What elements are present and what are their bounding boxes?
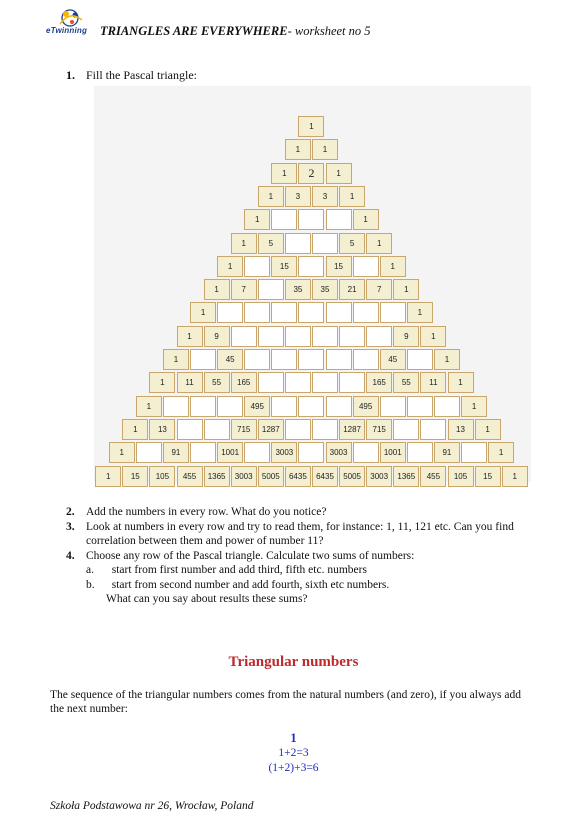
pascal-cell: 6435	[312, 466, 338, 487]
pascal-empty-cell[interactable]	[407, 442, 433, 463]
sequence-line: 1+2=3	[278, 747, 309, 759]
pascal-cell: 1001	[217, 442, 243, 463]
pascal-cell: 91	[434, 442, 460, 463]
pascal-empty-cell[interactable]	[312, 419, 338, 440]
question-4b: b. start from second number and add fourth, sixth etc numbers.	[86, 578, 390, 591]
pascal-empty-cell[interactable]	[190, 396, 216, 417]
pascal-cell: 3003	[366, 466, 392, 487]
question-1: 1. Fill the Pascal triangle:	[66, 68, 197, 82]
pascal-cell: 1	[217, 256, 243, 277]
pascal-empty-cell[interactable]	[285, 233, 311, 254]
pascal-empty-cell[interactable]	[298, 209, 324, 230]
pascal-empty-cell[interactable]	[312, 233, 338, 254]
pascal-empty-cell[interactable]	[258, 326, 284, 347]
logo-text: eTwinning	[46, 26, 88, 35]
pascal-cell: 9	[204, 326, 230, 347]
pascal-empty-cell[interactable]	[298, 256, 324, 277]
sequence-line: (1+2)+3=6	[268, 762, 319, 774]
pascal-cell: 3	[285, 186, 311, 207]
pascal-cell: 715	[231, 419, 257, 440]
question-4-closing: What can you say about results these sums?	[106, 593, 308, 605]
pascal-empty-cell[interactable]	[244, 442, 270, 463]
pascal-empty-cell[interactable]	[285, 326, 311, 347]
question-list	[66, 505, 536, 607]
pascal-empty-cell[interactable]	[326, 209, 352, 230]
pascal-empty-cell[interactable]	[244, 256, 270, 277]
sequence-line: 1	[290, 731, 297, 745]
pascal-cell: 13	[448, 419, 474, 440]
pascal-cell: 35	[312, 279, 338, 300]
pascal-empty-cell[interactable]	[420, 419, 446, 440]
pascal-cell: 1	[488, 442, 514, 463]
pascal-cell: 45	[380, 349, 406, 370]
pascal-cell: 1	[258, 186, 284, 207]
pascal-cell: 3003	[271, 442, 297, 463]
pascal-cell: 2	[298, 163, 324, 184]
question-3: 3. Look at numbers in every row and try to read them, for instance: 1, 11, 121 etc. Can you find correlation between them and power of number 11?	[66, 520, 514, 547]
pascal-empty-cell[interactable]	[461, 442, 487, 463]
pascal-cell: 55	[204, 372, 230, 393]
pascal-empty-cell[interactable]	[271, 209, 297, 230]
pascal-cell: 55	[393, 372, 419, 393]
pascal-cell: 6435	[285, 466, 311, 487]
pascal-cell: 1	[339, 186, 365, 207]
pascal-cell: 35	[285, 279, 311, 300]
pascal-cell: 7	[366, 279, 392, 300]
pascal-cell: 165	[366, 372, 392, 393]
pascal-cell: 1	[448, 372, 474, 393]
pascal-cell: 1287	[258, 419, 284, 440]
pascal-triangle	[94, 86, 531, 482]
pascal-empty-cell[interactable]	[204, 419, 230, 440]
school-footer: Szkoła Podstawowa nr 26, Wrocław, Poland	[50, 800, 254, 812]
pascal-cell: 1	[149, 372, 175, 393]
pascal-cell: 3003	[231, 466, 257, 487]
pascal-cell: 105	[149, 466, 175, 487]
pascal-cell: 1	[502, 466, 528, 487]
pascal-empty-cell[interactable]	[353, 442, 379, 463]
pascal-cell: 3003	[326, 442, 352, 463]
pascal-cell: 1	[95, 466, 121, 487]
pascal-empty-cell[interactable]	[339, 372, 365, 393]
pascal-cell: 7	[231, 279, 257, 300]
pascal-empty-cell[interactable]	[231, 326, 257, 347]
pascal-cell: 1	[122, 419, 148, 440]
pascal-cell: 1365	[204, 466, 230, 487]
pascal-cell: 1	[163, 349, 189, 370]
pascal-empty-cell[interactable]	[163, 396, 189, 417]
pascal-cell: 1287	[339, 419, 365, 440]
pascal-cell: 1001	[380, 442, 406, 463]
pascal-cell: 1	[380, 256, 406, 277]
pascal-cell: 1	[231, 233, 257, 254]
pascal-cell: 9	[393, 326, 419, 347]
pascal-empty-cell[interactable]	[271, 396, 297, 417]
pascal-empty-cell[interactable]	[366, 326, 392, 347]
pascal-empty-cell[interactable]	[298, 349, 324, 370]
pascal-empty-cell[interactable]	[380, 396, 406, 417]
worksheet-title: TRIANGLES ARE EVERYWHERE- worksheet no 5	[100, 24, 371, 38]
question-2: 2. Add the numbers in every row. What do you notice?	[66, 506, 327, 518]
pascal-cell: 1	[298, 116, 324, 137]
pascal-cell: 1	[475, 419, 501, 440]
pascal-cell: 1	[461, 396, 487, 417]
pascal-cell: 1	[366, 233, 392, 254]
pascal-cell: 11	[420, 372, 446, 393]
pascal-cell: 1365	[393, 466, 419, 487]
pascal-cell: 1	[109, 442, 135, 463]
pascal-cell: 5005	[258, 466, 284, 487]
pascal-empty-cell[interactable]	[326, 349, 352, 370]
pascal-empty-cell[interactable]	[190, 442, 216, 463]
pascal-empty-cell[interactable]	[177, 419, 203, 440]
triangular-sequence	[0, 731, 587, 776]
pascal-empty-cell[interactable]	[258, 372, 284, 393]
pascal-cell: 1	[434, 349, 460, 370]
pascal-cell: 1	[190, 302, 216, 323]
pascal-cell: 1	[271, 163, 297, 184]
pascal-cell: 715	[366, 419, 392, 440]
pascal-cell: 1	[285, 139, 311, 160]
pascal-empty-cell[interactable]	[271, 349, 297, 370]
pascal-empty-cell[interactable]	[312, 372, 338, 393]
pascal-cell: 5	[339, 233, 365, 254]
pascal-cell: 1	[420, 326, 446, 347]
pascal-cell: 455	[420, 466, 446, 487]
question-4a: a. start from first number and add third, fifth etc. numbers	[86, 564, 367, 576]
pascal-cell: 1	[312, 139, 338, 160]
pascal-cell: 1	[244, 209, 270, 230]
pascal-cell: 1	[393, 279, 419, 300]
triangular-description: The sequence of the triangular numbers comes from the natural numbers (and zero), if you always add the next number:	[50, 689, 522, 715]
pascal-empty-cell[interactable]	[298, 442, 324, 463]
pascal-cell: 11	[177, 372, 203, 393]
pascal-empty-cell[interactable]	[244, 302, 270, 323]
pascal-cell: 455	[177, 466, 203, 487]
pascal-cell: 3	[312, 186, 338, 207]
pascal-empty-cell[interactable]	[217, 396, 243, 417]
pascal-cell: 13	[149, 419, 175, 440]
pascal-cell: 1	[326, 163, 352, 184]
pascal-empty-cell[interactable]	[407, 349, 433, 370]
pascal-empty-cell[interactable]	[407, 396, 433, 417]
pascal-empty-cell[interactable]	[326, 396, 352, 417]
pascal-cell: 105	[448, 466, 474, 487]
pascal-cell: 5005	[339, 466, 365, 487]
pascal-cell: 495	[244, 396, 270, 417]
pascal-empty-cell[interactable]	[312, 326, 338, 347]
pascal-empty-cell[interactable]	[271, 302, 297, 323]
pascal-cell: 15	[271, 256, 297, 277]
pascal-cell: 15	[475, 466, 501, 487]
pascal-empty-cell[interactable]	[353, 256, 379, 277]
pascal-cell: 91	[163, 442, 189, 463]
pascal-cell: 21	[339, 279, 365, 300]
pascal-cell: 45	[217, 349, 243, 370]
pascal-empty-cell[interactable]	[434, 396, 460, 417]
pascal-cell: 165	[231, 372, 257, 393]
pascal-empty-cell[interactable]	[285, 419, 311, 440]
pascal-cell: 15	[326, 256, 352, 277]
pascal-empty-cell[interactable]	[136, 442, 162, 463]
pascal-empty-cell[interactable]	[285, 372, 311, 393]
pascal-empty-cell[interactable]	[217, 302, 243, 323]
pascal-empty-cell[interactable]	[244, 349, 270, 370]
pascal-empty-cell[interactable]	[258, 279, 284, 300]
pascal-empty-cell[interactable]	[380, 302, 406, 323]
pascal-empty-cell[interactable]	[298, 302, 324, 323]
pascal-empty-cell[interactable]	[393, 419, 419, 440]
pascal-cell: 15	[122, 466, 148, 487]
pascal-empty-cell[interactable]	[353, 349, 379, 370]
pascal-cell: 1	[136, 396, 162, 417]
question-4: 4. Choose any row of the Pascal triangle. Calculate two sums of numbers:	[66, 549, 415, 562]
pascal-empty-cell[interactable]	[190, 349, 216, 370]
section-title: Triangular numbers	[228, 654, 359, 670]
pascal-cell: 1	[353, 209, 379, 230]
pascal-empty-cell[interactable]	[353, 302, 379, 323]
pascal-empty-cell[interactable]	[298, 396, 324, 417]
pascal-empty-cell[interactable]	[339, 326, 365, 347]
pascal-cell: 1	[204, 279, 230, 300]
pascal-cell: 5	[258, 233, 284, 254]
pascal-cell: 1	[177, 326, 203, 347]
pascal-cell: 1	[407, 302, 433, 323]
pascal-empty-cell[interactable]	[326, 302, 352, 323]
pascal-cell: 495	[353, 396, 379, 417]
